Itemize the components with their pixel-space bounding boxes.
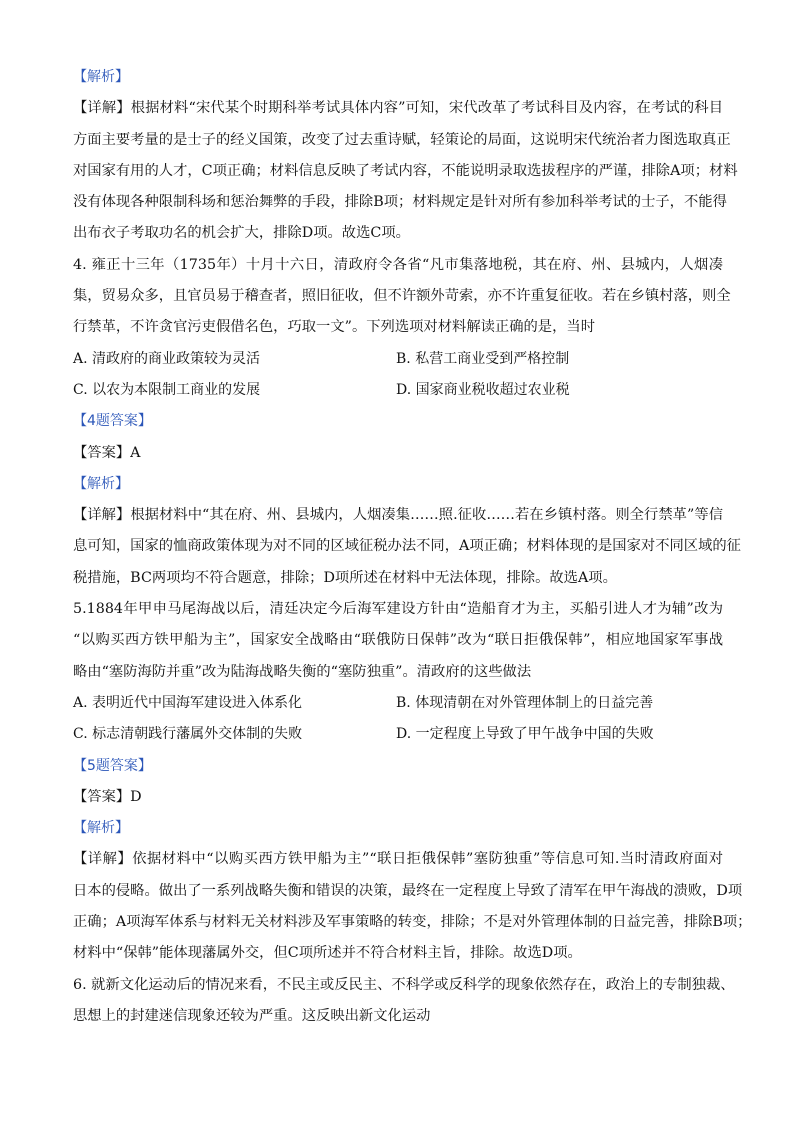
analysis-line: 【详解】依据材料中“以购买西方铁甲船为主”“联日拒俄保韩”塞防独重”等信息可知.当时清政府面对 — [73, 851, 723, 868]
analysis-line: 对国家有用的人才，C项正确；材料信息反映了考试内容，不能说明录取选拔程序的严谨，排除A项；材料 — [73, 162, 738, 179]
question-stem: 略由“塞防海防并重”改为陆海战略失衡的“塞防独重”。清政府的这些做法 — [73, 663, 532, 680]
options-row — [73, 344, 723, 375]
analysis-line: 正确；A项海军体系与材料无关材料涉及军事策略的转变，排除；不是对外管理体制的日益完善，排除B项； — [73, 914, 752, 931]
question-stem: 行禁革，不许贪官污吏假借名色，巧取一文”。下列选项对材料解读正确的是，当时 — [73, 319, 595, 336]
analysis-line: 【详解】根据材料“宋代某个时期科举考试具体内容”可知，宋代改革了考试科目及内容，在考试的科目 — [73, 100, 723, 117]
analysis-line: 【详解】根据材料中“其在府、州、县城内，人烟凑集……照.征收……若在乡镇村落。则全行禁革”等信 — [73, 507, 723, 524]
option-c: C. 以农为本限制工商业的发展 — [73, 381, 261, 398]
analysis-line: 息可知，国家的恤商政策体现为对不同的区域征税办法不同，A项正确；材料体现的是国家对不同区域的征 — [73, 538, 741, 555]
option-d: D. 国家商业税收超过农业税 — [396, 381, 570, 398]
options-row — [73, 719, 723, 750]
analysis-line: 税措施，BC两项均不符合题意，排除；D项所述在材料中无法体现，排除。故选A项。 — [73, 569, 617, 586]
analysis-line: 方面主要考量的是士子的经义国策，改变了过去重诗赋，轻策论的局面，这说明宋代统治者力图选取真正 — [73, 131, 731, 148]
question-stem: 思想上的封建迷信现象还较为严重。这反映出新文化运动 — [73, 1007, 431, 1024]
options-row — [73, 688, 723, 719]
answer-heading: 【4题答案】 — [73, 413, 152, 430]
question-stem: 5.1884年甲申马尾海战以后，清廷决定今后海军建设方针由“造船育才为主，买船引进人才为辅”改为 — [73, 601, 723, 618]
options-row — [73, 375, 723, 406]
document-page — [73, 62, 752, 1032]
analysis-line: 没有体现各种限制科场和惩治舞弊的手段，排除B项；材料规定是针对所有参加科举考试的士子，不能得 — [73, 194, 727, 211]
question-stem: 4. 雍正十三年（1735年）十月十六日，清政府令各省“凡市集落地税，其在府、州、县城内，人烟凑 — [73, 256, 723, 273]
analysis-tag: 【解析】 — [73, 820, 129, 837]
option-b: B. 体现清朝在对外管理体制上的日益完善 — [396, 694, 654, 711]
answer-heading: 【5题答案】 — [73, 757, 152, 774]
option-c: C. 标志清朝践行藩属外交体制的失败 — [73, 726, 303, 743]
option-a: A. 清政府的商业政策较为灵活 — [73, 350, 261, 367]
option-a: A. 表明近代中国海军建设进入体系化 — [73, 694, 303, 711]
question-stem: “以购买西方铁甲船为主”，国家安全战略由“联俄防日保韩”改为“联日拒俄保韩”，相应地国家军事战 — [73, 632, 723, 649]
answer: 【答案】D — [73, 788, 142, 805]
question-stem: 集，贸易众多，且官员易于稽查者，照旧征收，但不许额外苛索，亦不许重复征收。若在乡镇村落，则全 — [73, 288, 731, 305]
analysis-line: 日本的侵略。做出了一系列战略失衡和错误的决策，最终在一定程度上导致了清军在甲午海战的溃败，D项 — [73, 882, 743, 899]
answer: 【答案】A — [73, 444, 141, 461]
question-stem: 6. 就新文化运动后的情况来看，不民主或反民主、不科学或反科学的现象依然存在，政治上的专制独裁、 — [73, 976, 735, 993]
analysis-line: 材料中“保韩”能体现藩属外交，但C项所述并不符合材料主旨，排除。故选D项。 — [73, 945, 582, 962]
option-d: D. 一定程度上导致了甲午战争中国的失败 — [396, 726, 654, 743]
option-b: B. 私营工商业受到严格控制 — [396, 350, 570, 367]
analysis-line: 出布衣子考取功名的机会扩大，排除D项。故选C项。 — [73, 225, 410, 242]
analysis-tag: 【解析】 — [73, 475, 129, 492]
analysis-tag: 【解析】 — [73, 69, 129, 85]
